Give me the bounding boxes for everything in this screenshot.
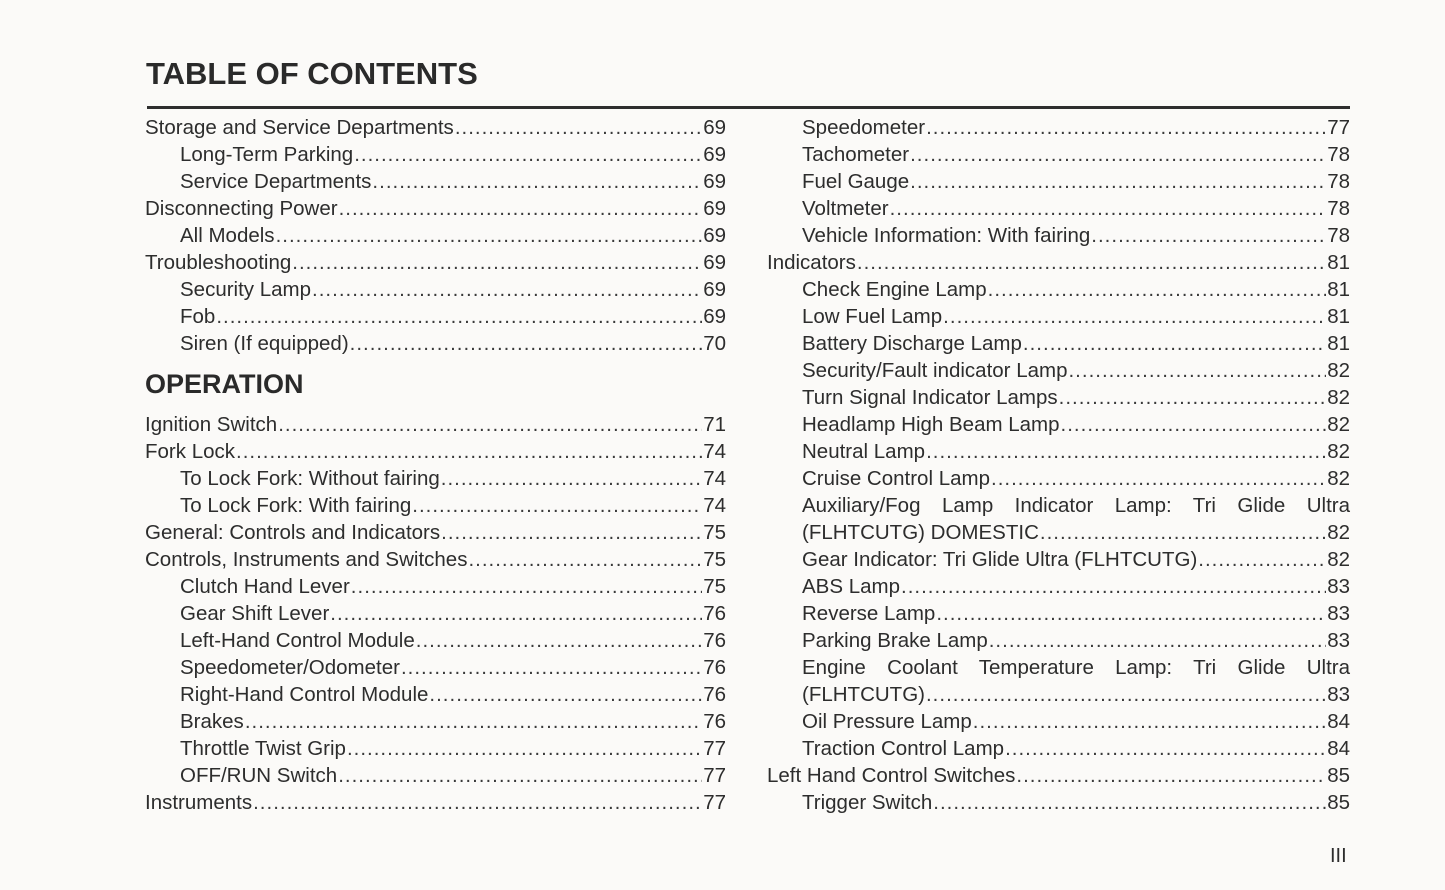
toc-entry-page: 69 xyxy=(703,143,726,166)
toc-entry[interactable] xyxy=(145,708,726,735)
toc-entry-page: 82 xyxy=(1327,521,1350,544)
toc-right-column xyxy=(767,114,1350,816)
dot-leader xyxy=(1061,411,1327,438)
toc-entry[interactable] xyxy=(767,411,1350,438)
toc-entry-page: 69 xyxy=(703,116,726,139)
dot-leader xyxy=(973,708,1326,735)
dot-leader xyxy=(943,303,1326,330)
dot-leader xyxy=(401,654,702,681)
toc-entry-page: 69 xyxy=(703,224,726,247)
dot-leader xyxy=(857,249,1326,276)
toc-entry-page: 75 xyxy=(703,521,726,544)
dot-leader xyxy=(890,195,1327,222)
toc-group-storage xyxy=(145,114,726,357)
toc-entry-label: Headlamp High Beam Lamp xyxy=(802,413,1060,436)
toc-entry-label: To Lock Fork: With fairing xyxy=(180,494,412,517)
dot-leader xyxy=(292,249,702,276)
toc-entry-label: OFF/RUN Switch xyxy=(180,764,338,787)
toc-entry[interactable] xyxy=(767,438,1350,465)
toc-entry-label: Controls, Instruments and Switches xyxy=(145,548,468,571)
toc-entry-page: 82 xyxy=(1327,467,1350,490)
dot-leader xyxy=(1198,546,1326,573)
dot-leader xyxy=(1016,762,1326,789)
toc-entry-label: Instruments xyxy=(145,791,253,814)
toc-entry[interactable] xyxy=(145,681,726,708)
toc-entry-page: 85 xyxy=(1327,791,1350,814)
toc-entry-page: 69 xyxy=(703,170,726,193)
toc-entry-label: Left-Hand Control Module xyxy=(180,629,415,652)
toc-entry-page: 70 xyxy=(703,332,726,355)
dot-leader xyxy=(416,627,702,654)
toc-entry[interactable] xyxy=(145,249,726,276)
toc-entry-label: Turn Signal Indicator Lamps xyxy=(802,386,1058,409)
toc-entry[interactable] xyxy=(145,546,726,573)
toc-entry[interactable] xyxy=(145,114,726,141)
toc-entry-page: 77 xyxy=(703,791,726,814)
toc-entry-page: 85 xyxy=(1327,764,1350,787)
dot-leader xyxy=(991,465,1326,492)
toc-entry-label: Siren (If equipped) xyxy=(180,332,349,355)
dot-leader xyxy=(412,492,702,519)
page-title: TABLE OF CONTENTS xyxy=(146,56,478,91)
toc-entry[interactable] xyxy=(767,330,1350,357)
toc-entry-page: 74 xyxy=(703,494,726,517)
toc-entry-page: 77 xyxy=(703,737,726,760)
toc-entry-label: General: Controls and Indicators xyxy=(145,521,441,544)
dot-leader xyxy=(330,600,702,627)
toc-entry[interactable] xyxy=(767,249,1350,276)
toc-entry[interactable] xyxy=(145,789,726,816)
toc-entry-label: Speedometer/Odometer xyxy=(180,656,400,679)
toc-entry[interactable] xyxy=(767,276,1350,303)
toc-entry-label: All Models xyxy=(180,224,275,247)
toc-entry-label: Long-Term Parking xyxy=(180,143,354,166)
toc-entry-label: Left Hand Control Switches xyxy=(767,764,1016,787)
toc-entry-label: Parking Brake Lamp xyxy=(802,629,988,652)
toc-entry-label: Low Fuel Lamp xyxy=(802,305,943,328)
toc-entry-page: 84 xyxy=(1327,737,1350,760)
dot-leader xyxy=(988,276,1327,303)
toc-entry[interactable] xyxy=(767,600,1350,627)
toc-entry-label: Reverse Lamp xyxy=(802,602,936,625)
toc-entry-page: 69 xyxy=(703,278,726,301)
toc-left-column xyxy=(145,114,726,816)
toc-entry-label-line1: Engine Coolant Temperature Lamp: Tri Glide Ultra xyxy=(802,656,1350,679)
toc-entry-label: Check Engine Lamp xyxy=(802,278,987,301)
toc-entry[interactable] xyxy=(767,141,1350,168)
dot-leader xyxy=(926,438,1326,465)
toc-entry-page: 76 xyxy=(703,710,726,733)
toc-entry-page: 77 xyxy=(703,764,726,787)
title-divider xyxy=(147,106,1350,109)
toc-entry[interactable] xyxy=(145,735,726,762)
dot-leader xyxy=(216,303,702,330)
toc-entry-page: 69 xyxy=(703,197,726,220)
toc-entry[interactable] xyxy=(767,168,1350,195)
toc-entry-label-line1: Auxiliary/Fog Lamp Indicator Lamp: Tri Glide Ultra xyxy=(802,494,1350,517)
toc-entry[interactable] xyxy=(145,654,726,681)
dot-leader xyxy=(926,681,1326,708)
toc-entry[interactable] xyxy=(145,438,726,465)
toc-entry-page: 76 xyxy=(703,629,726,652)
toc-entry[interactable] xyxy=(145,762,726,789)
toc-entry-label: Right-Hand Control Module xyxy=(180,683,429,706)
dot-leader xyxy=(339,195,703,222)
dot-leader xyxy=(901,573,1326,600)
toc-entry-page: 69 xyxy=(703,305,726,328)
dot-leader xyxy=(338,762,702,789)
toc-entry-label: Brakes xyxy=(180,710,244,733)
toc-entry-label: Security Lamp xyxy=(180,278,312,301)
toc-entry-page: 69 xyxy=(703,251,726,274)
toc-entry-label: Service Departments xyxy=(180,170,372,193)
toc-entry[interactable] xyxy=(767,573,1350,600)
toc-entry-label: Clutch Hand Lever xyxy=(180,575,350,598)
page-number: III xyxy=(1330,845,1347,867)
dot-leader xyxy=(354,141,702,168)
toc-entry-label: Oil Pressure Lamp xyxy=(802,710,972,733)
dot-leader xyxy=(350,330,703,357)
toc-entry-label: Disconnecting Power xyxy=(145,197,338,220)
dot-leader xyxy=(236,438,702,465)
dot-leader xyxy=(455,114,702,141)
toc-entry[interactable] xyxy=(767,762,1350,789)
toc-entry-page: 77 xyxy=(1327,116,1350,139)
toc-entry[interactable] xyxy=(767,735,1350,762)
toc-entry-label: Troubleshooting xyxy=(145,251,292,274)
toc-entry-page: 81 xyxy=(1327,251,1350,274)
toc-entry-page: 81 xyxy=(1327,278,1350,301)
toc-entry-label: Tachometer xyxy=(802,143,910,166)
toc-entry-page: 75 xyxy=(703,548,726,571)
toc-entry-page: 82 xyxy=(1327,440,1350,463)
toc-entry-label: (FLHTCUTG) DOMESTIC xyxy=(802,521,1039,544)
toc-entry-label: ABS Lamp xyxy=(802,575,900,598)
toc-entry-label: Trigger Switch xyxy=(802,791,933,814)
toc-entry[interactable] xyxy=(767,708,1350,735)
toc-entry-wrapped-line[interactable] xyxy=(767,654,1350,681)
toc-entry-label: Neutral Lamp xyxy=(802,440,926,463)
toc-entry[interactable] xyxy=(145,411,726,438)
toc-entry[interactable] xyxy=(767,222,1350,249)
dot-leader xyxy=(933,789,1326,816)
dot-leader xyxy=(989,627,1326,654)
dot-leader xyxy=(468,546,702,573)
dot-leader xyxy=(429,681,702,708)
dot-leader xyxy=(1040,519,1326,546)
dot-leader xyxy=(441,519,702,546)
toc-entry[interactable] xyxy=(767,114,1350,141)
toc-entry-label: To Lock Fork: Without fairing xyxy=(180,467,440,490)
toc-entry-page: 83 xyxy=(1327,602,1350,625)
toc-entry-label: Voltmeter xyxy=(802,197,889,220)
toc-entry[interactable] xyxy=(145,465,726,492)
toc-entry-page: 82 xyxy=(1327,413,1350,436)
toc-entry-page: 74 xyxy=(703,467,726,490)
dot-leader xyxy=(351,573,702,600)
toc-entry[interactable] xyxy=(767,681,1350,708)
dot-leader xyxy=(441,465,702,492)
toc-entry[interactable] xyxy=(767,303,1350,330)
toc-entry[interactable] xyxy=(145,303,726,330)
toc-entry[interactable] xyxy=(145,600,726,627)
toc-entry-label: Storage and Service Departments xyxy=(145,116,454,139)
dot-leader xyxy=(1005,735,1326,762)
toc-entry[interactable] xyxy=(145,627,726,654)
dot-leader xyxy=(1023,330,1326,357)
toc-entry[interactable] xyxy=(145,141,726,168)
toc-group-operation xyxy=(145,411,726,816)
toc-entry-page: 84 xyxy=(1327,710,1350,733)
toc-entry-page: 75 xyxy=(703,575,726,598)
dot-leader xyxy=(1059,384,1327,411)
section-heading-operation: OPERATION xyxy=(145,369,304,399)
toc-entry-page: 76 xyxy=(703,656,726,679)
dot-leader xyxy=(312,276,702,303)
toc-entry[interactable] xyxy=(767,465,1350,492)
dot-leader xyxy=(910,141,1326,168)
dot-leader xyxy=(278,411,702,438)
toc-entry[interactable] xyxy=(767,195,1350,222)
dot-leader xyxy=(372,168,702,195)
toc-entry[interactable] xyxy=(145,573,726,600)
toc-entry[interactable] xyxy=(145,195,726,222)
dot-leader xyxy=(1091,222,1326,249)
toc-entry-page: 78 xyxy=(1327,197,1350,220)
toc-entry-label: Gear Indicator: Tri Glide Ultra (FLHTCUTG) xyxy=(802,548,1198,571)
toc-entry[interactable] xyxy=(145,276,726,303)
toc-entry-page: 81 xyxy=(1327,305,1350,328)
toc-entry-label: Vehicle Information: With fairing xyxy=(802,224,1091,247)
toc-entry-wrapped-line[interactable] xyxy=(767,492,1350,519)
toc-entry[interactable] xyxy=(767,627,1350,654)
toc-entry-label: Traction Control Lamp xyxy=(802,737,1005,760)
toc-entry[interactable] xyxy=(767,519,1350,546)
toc-entry-page: 83 xyxy=(1327,683,1350,706)
toc-entry-label: Ignition Switch xyxy=(145,413,278,436)
dot-leader xyxy=(276,222,703,249)
toc-entry-page: 76 xyxy=(703,683,726,706)
toc-entry-label: Gear Shift Lever xyxy=(180,602,330,625)
toc-entry[interactable] xyxy=(145,492,726,519)
toc-entry-page: 82 xyxy=(1327,386,1350,409)
dot-leader xyxy=(347,735,702,762)
toc-entry-page: 74 xyxy=(703,440,726,463)
dot-leader xyxy=(1068,357,1326,384)
toc-entry-page: 78 xyxy=(1327,143,1350,166)
toc-entry-label: Battery Discharge Lamp xyxy=(802,332,1022,355)
toc-entry[interactable] xyxy=(767,384,1350,411)
toc-entry-label: Fork Lock xyxy=(145,440,235,463)
toc-entry[interactable] xyxy=(145,519,726,546)
toc-entry-page: 76 xyxy=(703,602,726,625)
toc-entry-label: Fuel Gauge xyxy=(802,170,910,193)
toc-entry[interactable] xyxy=(145,330,726,357)
toc-entry[interactable] xyxy=(767,357,1350,384)
toc-entry-label: Speedometer xyxy=(802,116,926,139)
toc-entry-label: Fob xyxy=(180,305,216,328)
toc-entry-label: (FLHTCUTG) xyxy=(802,683,925,706)
toc-entry[interactable] xyxy=(145,168,726,195)
dot-leader xyxy=(910,168,1326,195)
toc-entry[interactable] xyxy=(145,222,726,249)
toc-entry-page: 78 xyxy=(1327,224,1350,247)
toc-entry-page: 81 xyxy=(1327,332,1350,355)
toc-entry-page: 83 xyxy=(1327,629,1350,652)
toc-entry-label: Security/Fault indicator Lamp xyxy=(802,359,1068,382)
toc-entry-label: Cruise Control Lamp xyxy=(802,467,990,490)
toc-entry-page: 83 xyxy=(1327,575,1350,598)
toc-entry-page: 78 xyxy=(1327,170,1350,193)
toc-entry[interactable] xyxy=(767,789,1350,816)
toc-entry-page: 82 xyxy=(1327,359,1350,382)
toc-entry-page: 71 xyxy=(703,413,726,436)
toc-entry-label: Indicators xyxy=(767,251,856,274)
dot-leader xyxy=(926,114,1326,141)
toc-entry-page: 82 xyxy=(1327,548,1350,571)
dot-leader xyxy=(245,708,702,735)
dot-leader xyxy=(253,789,702,816)
toc-entry[interactable] xyxy=(767,546,1350,573)
dot-leader xyxy=(936,600,1326,627)
toc-entry-label: Throttle Twist Grip xyxy=(180,737,346,760)
